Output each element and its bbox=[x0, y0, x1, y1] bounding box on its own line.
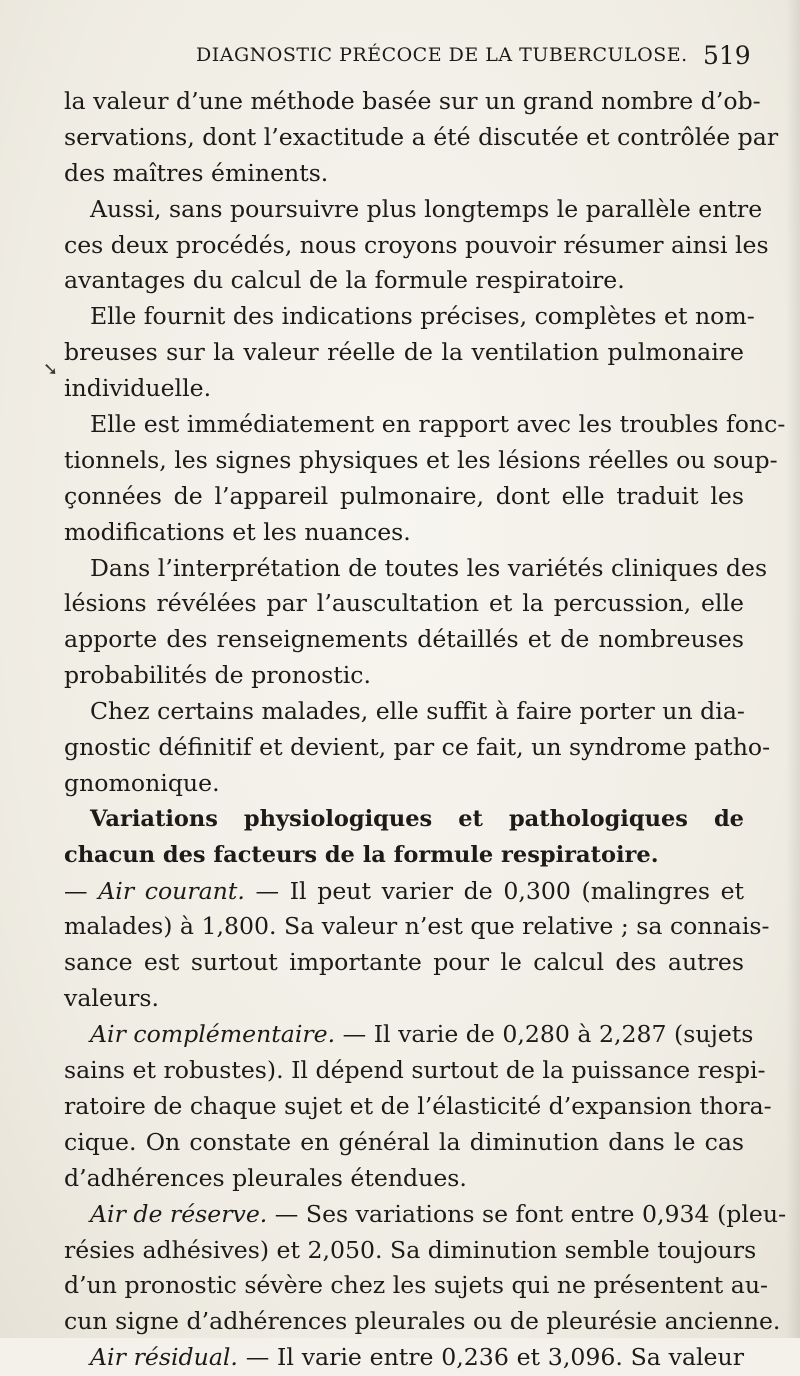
air-reserve-line-3: d’un pronostic sévère chez les sujets qui ne présentent au- bbox=[64, 1271, 768, 1300]
section-heading-line-2: chacun des facteurs de la formule respiratoire. bbox=[64, 841, 659, 868]
text-line: la valeur d’une méthode basée sur un grand nombre d’ob- bbox=[64, 87, 761, 115]
text-line: des maîtres éminents. bbox=[64, 158, 329, 187]
air-complementaire-term: Air complémentaire. bbox=[90, 1020, 336, 1049]
air-residuel-term: Air résidual. bbox=[90, 1343, 238, 1372]
text-line: probabilités de pronostic. bbox=[64, 661, 371, 690]
air-reserve-text-1: — Ses variations se font entre 0,934 (pleu- bbox=[267, 1199, 787, 1228]
air-complementaire-line-4: cique. On constate en général la diminution dans le cas bbox=[64, 1127, 744, 1156]
text-line: Aussi, sans poursuivre plus longtemps le parallèle entre bbox=[90, 194, 763, 223]
body-text bbox=[64, 84, 787, 1376]
air-reserve-line-4: cun signe d’adhérences pleurales ou de pleurésie ancienne. bbox=[64, 1307, 781, 1336]
air-reserve-line-2: résies adhésives) et 2,050. Sa diminution semble toujours bbox=[64, 1235, 757, 1264]
text-line: ces deux procédés, nous croyons pouvoir résumer ainsi les bbox=[64, 230, 769, 259]
air-complementaire-line-5: d’adhérences pleurales étendues. bbox=[64, 1163, 467, 1192]
air-courant-term: Air courant. bbox=[98, 876, 245, 905]
air-reserve-term: Air de réserve. bbox=[90, 1199, 268, 1228]
paragraph-lines bbox=[64, 84, 786, 802]
air-residuel-line-1 bbox=[64, 1340, 744, 1376]
text-line: modifications et les nuances. bbox=[64, 517, 411, 546]
text-line: Dans l’interprétation de toutes les variétés cliniques des bbox=[90, 553, 768, 582]
margin-mark-icon: ➘ bbox=[43, 359, 59, 380]
text-line: Elle est immédiatement en rapport avec les troubles fonc- bbox=[90, 410, 786, 439]
text-line: lésions révélées par l’auscultation et la percussion, elle bbox=[64, 589, 744, 618]
text-line: tionnels, les signes physiques et les lésions réelles ou soup- bbox=[64, 445, 778, 474]
air-reserve-line-1 bbox=[64, 1197, 787, 1233]
air-courant-line-3: sance est surtout importante pour le calcul des autres bbox=[64, 948, 744, 977]
air-courant-lead: — bbox=[64, 876, 99, 905]
page-edge-shadow bbox=[786, 0, 800, 1338]
text-line: servations, dont l’exactitude a été discutée et contrôlée par bbox=[64, 122, 779, 151]
air-complementaire-line-3: ratoire de chaque sujet et de l’élasticité d’expansion thora- bbox=[64, 1091, 772, 1120]
running-head bbox=[0, 41, 800, 74]
air-complementaire-line-1 bbox=[64, 1017, 754, 1053]
text-line: Chez certains malades, elle suffit à faire porter un dia- bbox=[90, 697, 745, 726]
air-courant-line-1 bbox=[64, 874, 744, 910]
text-line: individuelle. bbox=[64, 374, 212, 403]
text-line: breuses sur la valeur réelle de la ventilation pulmonaire bbox=[64, 338, 744, 367]
section-heading-line-1: Variations physiologiques et pathologiques de bbox=[90, 805, 744, 832]
text-line: apporte des renseignements détaillés et de nombreuses bbox=[64, 625, 744, 654]
text-line: avantages du calcul de la formule respiratoire. bbox=[64, 266, 625, 295]
air-complementaire-text-1: — Il varie de 0,280 à 2,287 (sujets bbox=[335, 1020, 754, 1049]
text-line: Elle fournit des indications précises, complètes et nom- bbox=[90, 302, 755, 331]
air-residuel-text-1: — Il varie entre 0,236 et 3,096. Sa valeur bbox=[237, 1343, 744, 1372]
text-line: gnostic définitif et devient, par ce fait, un syndrome patho- bbox=[64, 733, 771, 762]
text-line: gnomonique. bbox=[64, 768, 220, 797]
air-courant-line-4: valeurs. bbox=[64, 984, 159, 1013]
air-courant-text-1: — Il peut varier de 0,300 (malingres et bbox=[244, 876, 745, 905]
text-line: çonnées de l’appareil pulmonaire, dont elle traduit les bbox=[64, 481, 744, 510]
running-title: DIAGNOSTIC PRÉCOCE DE LA TUBERCULOSE. bbox=[196, 44, 688, 66]
page-number: 519 bbox=[703, 41, 751, 70]
air-courant-line-2: malades) à 1,800. Sa valeur n’est que relative ; sa connais- bbox=[64, 912, 770, 941]
air-complementaire-line-2: sains et robustes). Il dépend surtout de la puissance respi- bbox=[64, 1056, 766, 1085]
